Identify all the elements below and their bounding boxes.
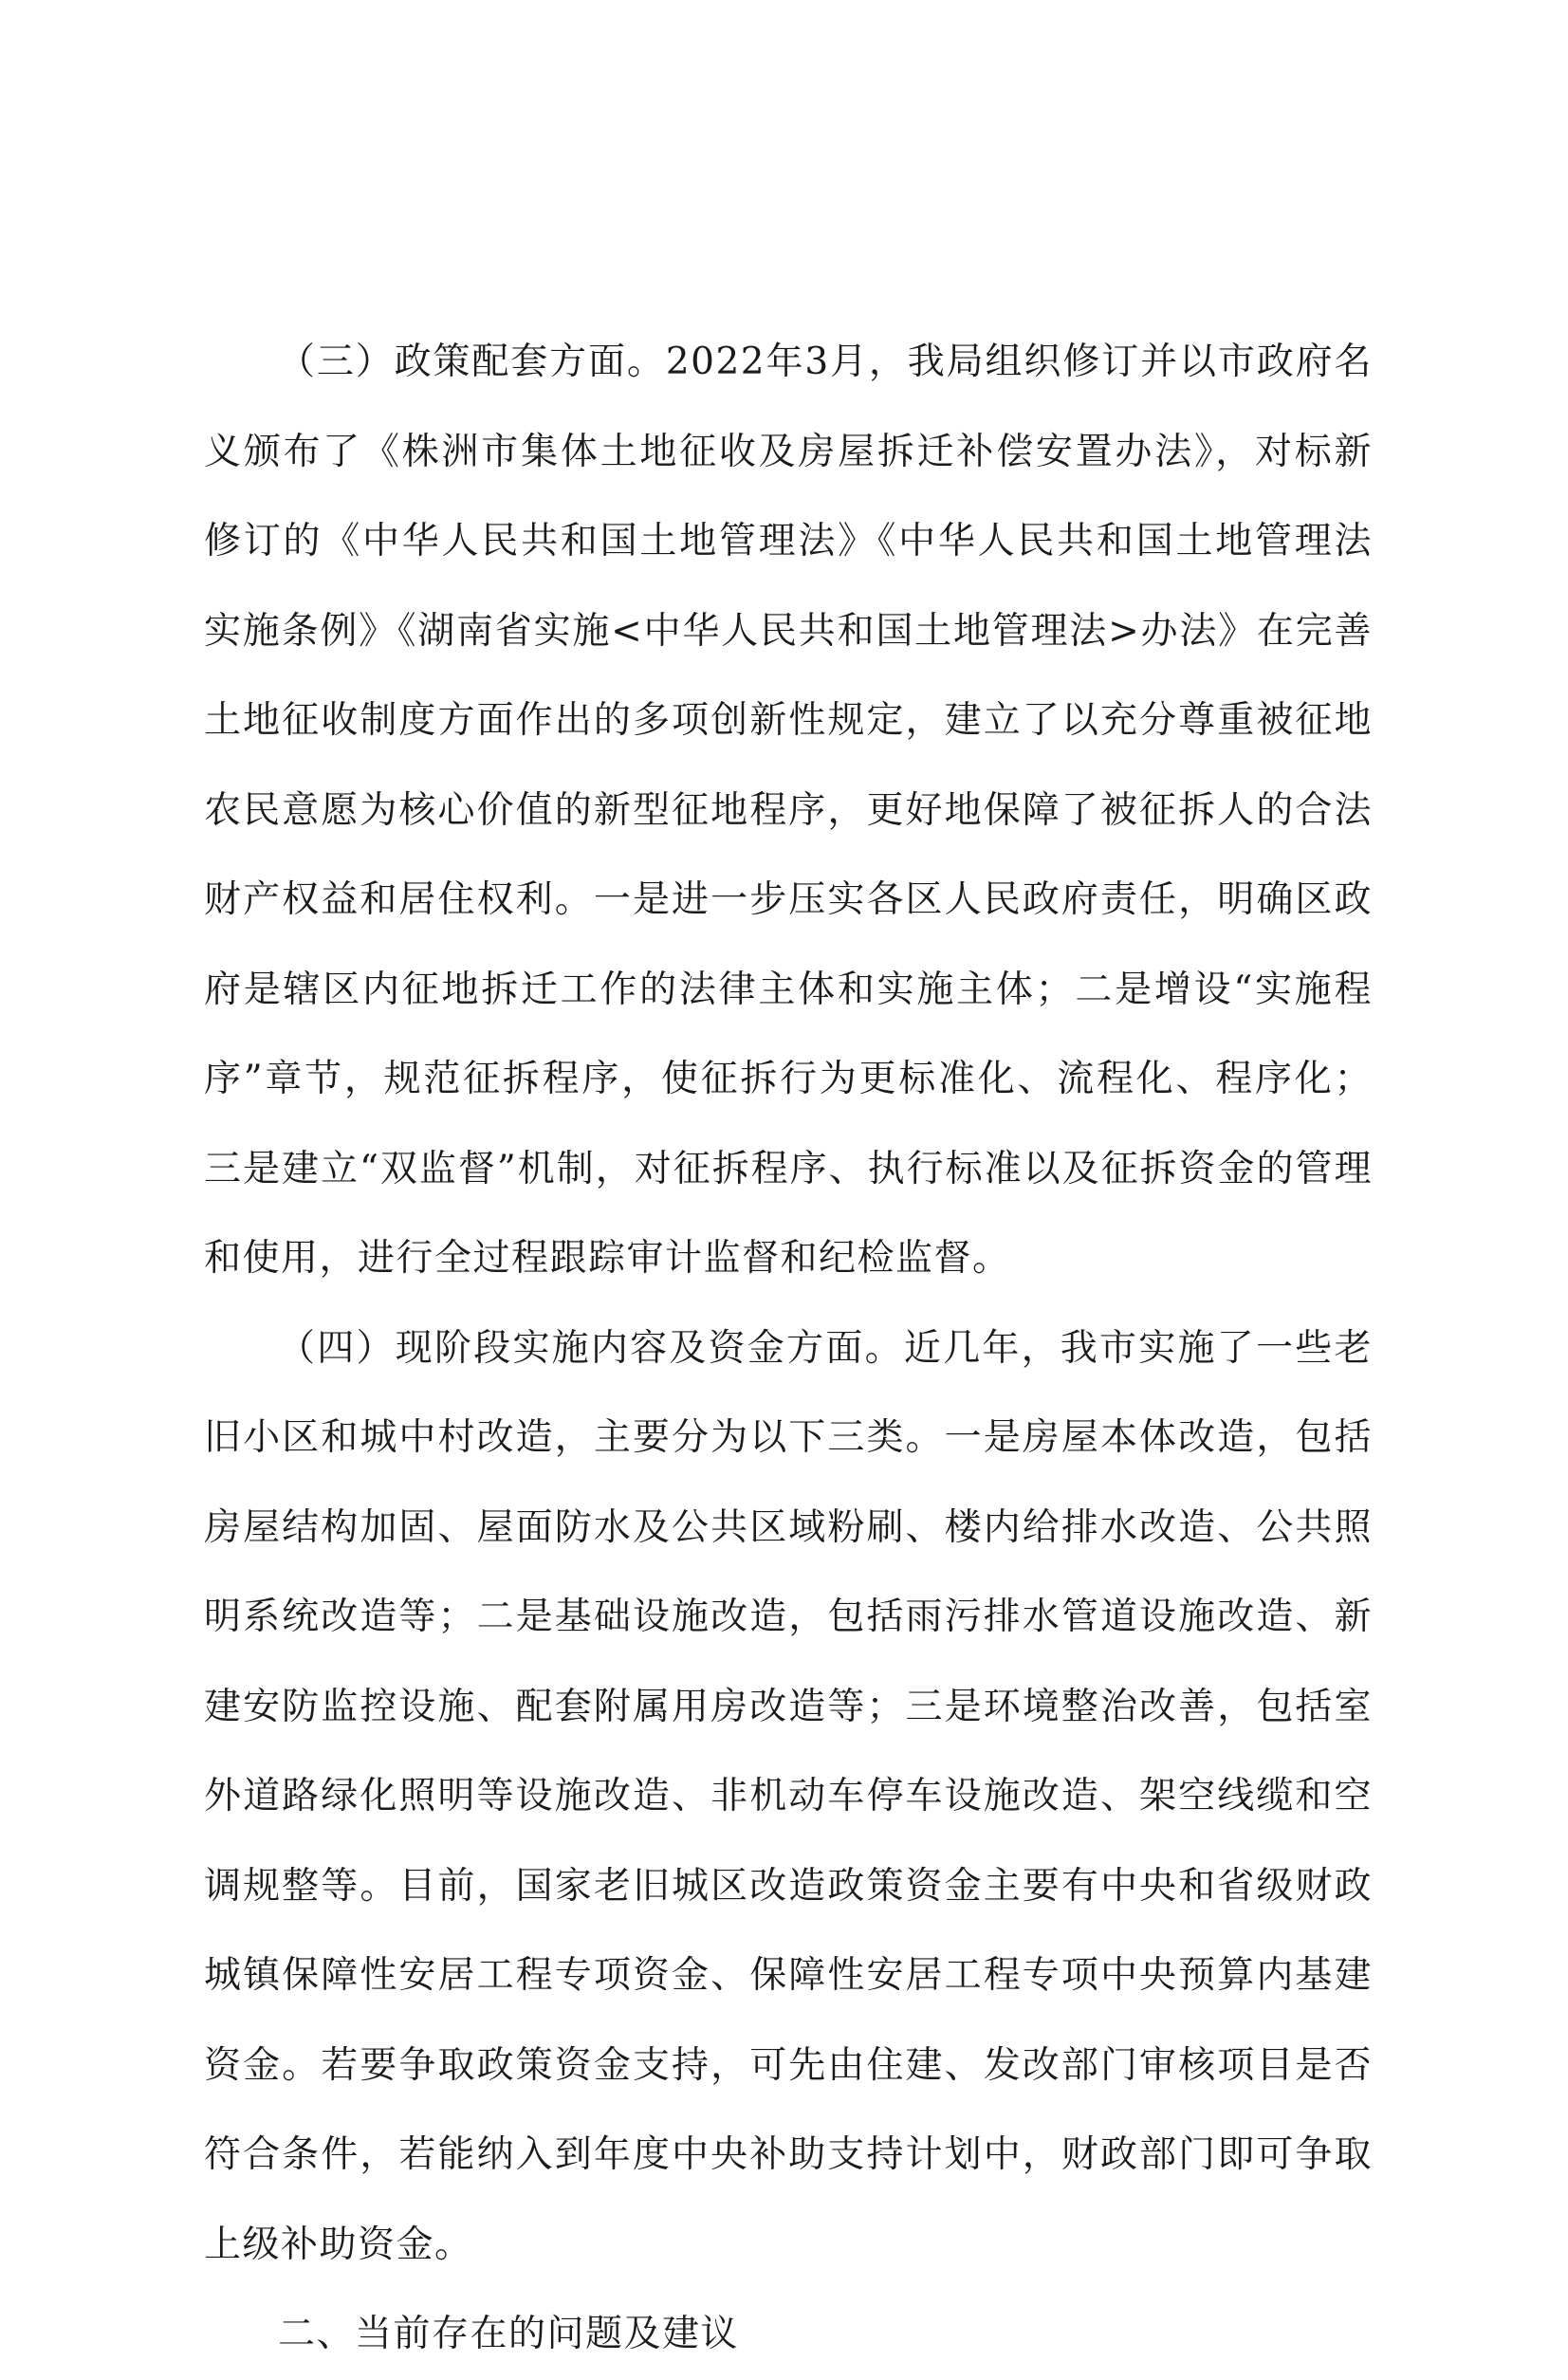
paragraph-policy-support: （三）政策配套方面。2022年3月，我局组织修订并以市政府名义颁布了《株洲市集体土地征收及房屋拆迁补偿安置办法》，对标新修订的《中华人民共和国土地管理法》《中华人民共和国土地管理法实施条例》《湖南省实施<中华人民共和国土地管理法>办法》在完善土地征收制度方面作出的多项创新性规定，建立了以充分尊重被征地农民意愿为核心价值的新型征地程序，更好地保障了被征拆人的合法财产权益和居住权利。一是进一步压实各区人民政府责任，明确区政府是辖区内征地拆迁工作的法律主体和实施主体；二是增设“实施程序”章节，规范征拆程序，使征拆行为更标准化、流程化、程序化；三是建立“双监督”机制，对征拆程序、执行标准以及征拆资金的管理和使用，进行全过程跟踪审计监督和纪检监督。 bbox=[204, 341, 1373, 1280]
paragraph-implementation-funding: （四）现阶段实施内容及资金方面。近几年，我市实施了一些老旧小区和城中村改造，主要分为以下三类。一是房屋本体改造，包括房屋结构加固、屋面防水及公共区域粉刷、楼内给排水改造、公共照明系统改造等；二是基础设施改造，包括雨污排水管道设施改造、新建安防监控设施、配套附属用房改造等；三是环境整治改善，包括室外道路绿化照明等设施改造、非机动车停车设施改造、架空线缆和空调规整等。目前，国家老旧城区改造政策资金主要有中央和省级财政城镇保障性安居工程专项资金、保障性安居工程专项中央预算内基建资金。若要争取政策资金支持，可先由住建、发改部门审核项目是否符合条件，若能纳入到年度中央补助支持计划中，财政部门即可争取上级补助资金。 bbox=[204, 1326, 1373, 2266]
section-heading: 二、当前存在的问题及建议 bbox=[278, 2313, 740, 2355]
document-body bbox=[204, 318, 1373, 2380]
